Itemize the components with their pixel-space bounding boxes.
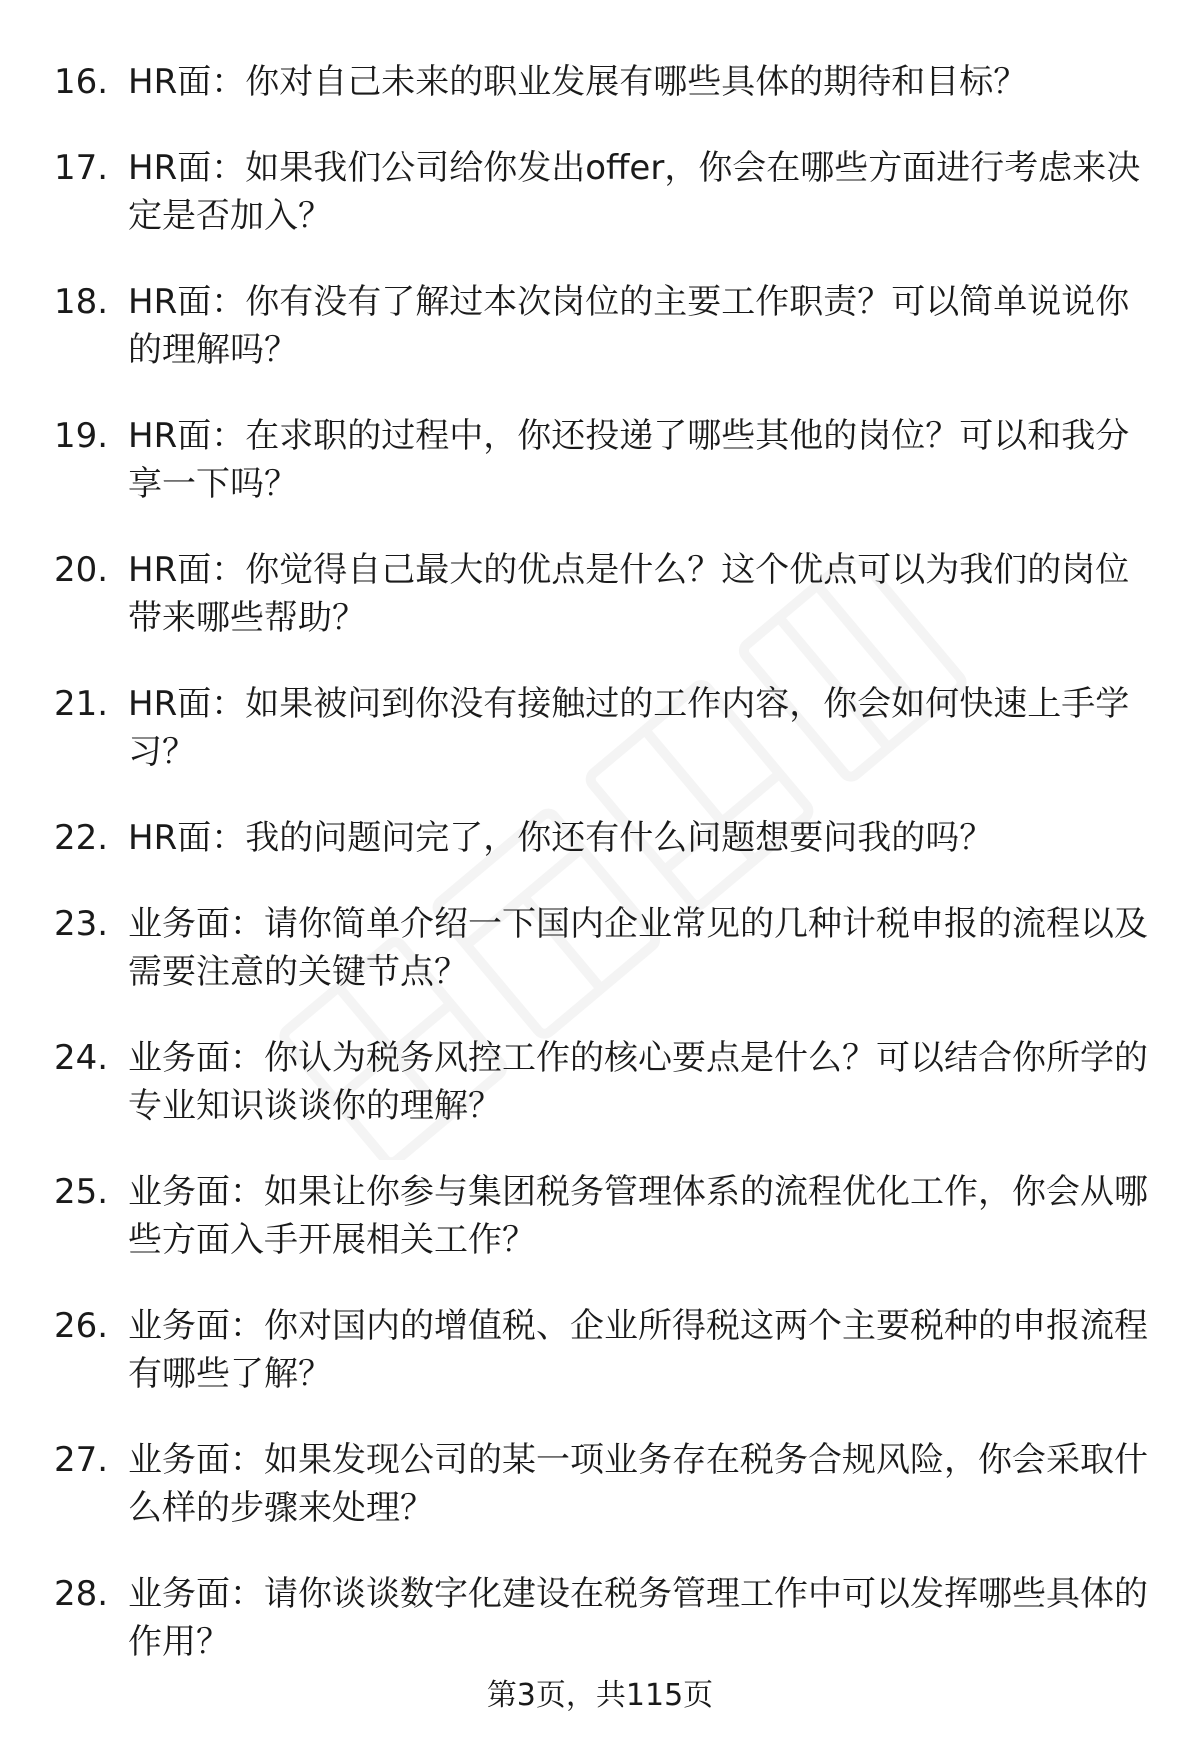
question-text: HR面：在求职的过程中，你还投递了哪些其他的岗位？可以和我分享一下吗？ bbox=[128, 416, 1130, 504]
question-item bbox=[0, 1034, 1200, 1130]
question-list bbox=[0, 58, 1200, 1704]
question-number: 20. bbox=[54, 550, 109, 590]
question-number: 21. bbox=[54, 684, 109, 724]
question-item bbox=[0, 1570, 1200, 1666]
question-number: 18. bbox=[54, 282, 109, 322]
question-text: 业务面：如果让你参与集团税务管理体系的流程优化工作，你会从哪些方面入手开展相关工作？ bbox=[128, 1172, 1148, 1260]
question-item bbox=[0, 546, 1200, 642]
question-number: 25. bbox=[54, 1172, 109, 1212]
question-number: 26. bbox=[54, 1306, 109, 1346]
question-text: 业务面：如果发现公司的某一项业务存在税务合规风险，你会采取什么样的步骤来处理？ bbox=[128, 1440, 1148, 1528]
question-item bbox=[0, 680, 1200, 776]
question-item bbox=[0, 58, 1200, 106]
question-number: 28. bbox=[54, 1574, 109, 1614]
question-number: 24. bbox=[54, 1038, 109, 1078]
question-number: 23. bbox=[54, 904, 109, 944]
question-text: HR面：我的问题问完了，你还有什么问题想要问我的吗？ bbox=[128, 818, 994, 858]
question-item bbox=[0, 1168, 1200, 1264]
question-number: 22. bbox=[54, 818, 109, 858]
question-text: HR面：你有没有了解过本次岗位的主要工作职责？可以简单说说你的理解吗？ bbox=[128, 282, 1130, 370]
question-item bbox=[0, 1436, 1200, 1532]
question-item bbox=[0, 1302, 1200, 1398]
question-item bbox=[0, 412, 1200, 508]
question-item bbox=[0, 144, 1200, 240]
question-number: 16. bbox=[54, 62, 109, 102]
question-text: 业务面：你认为税务风控工作的核心要点是什么？可以结合你所学的专业知识谈谈你的理解？ bbox=[128, 1038, 1148, 1126]
question-item bbox=[0, 814, 1200, 862]
question-text: 业务面：请你谈谈数字化建设在税务管理工作中可以发挥哪些具体的作用？ bbox=[128, 1574, 1148, 1662]
question-text: 业务面：你对国内的增值税、企业所得税这两个主要税种的申报流程有哪些了解？ bbox=[128, 1306, 1148, 1394]
question-item bbox=[0, 278, 1200, 374]
question-text: HR面：如果被问到你没有接触过的工作内容，你会如何快速上手学习？ bbox=[128, 684, 1130, 772]
question-number: 17. bbox=[54, 148, 109, 188]
question-text: 业务面：请你简单介绍一下国内企业常见的几种计税申报的流程以及需要注意的关键节点？ bbox=[128, 904, 1148, 992]
question-number: 27. bbox=[54, 1440, 109, 1480]
question-text: HR面：你觉得自己最大的优点是什么？这个优点可以为我们的岗位带来哪些帮助？ bbox=[128, 550, 1130, 638]
question-text: HR面：如果我们公司给你发出offer，你会在哪些方面进行考虑来决定是否加入？ bbox=[128, 148, 1141, 236]
question-item bbox=[0, 900, 1200, 996]
page-footer: 第3页，共115页 bbox=[486, 1678, 714, 1713]
question-text: HR面：你对自己未来的职业发展有哪些具体的期待和目标？ bbox=[128, 62, 1028, 102]
question-number: 19. bbox=[54, 416, 109, 456]
